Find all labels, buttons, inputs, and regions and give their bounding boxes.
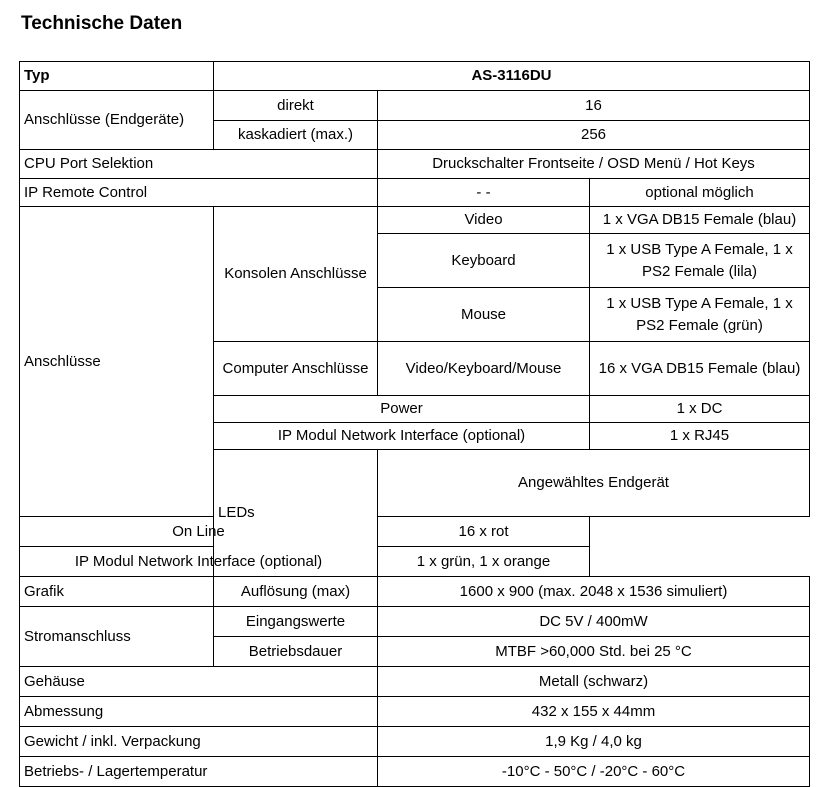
anschluesse-endgeraete-label: Anschlüsse (Endgeräte) <box>20 91 214 150</box>
betrieb-value: MTBF >60,000 Std. bei 25 °C <box>378 637 810 667</box>
vkm-label: Video/Keyboard/Mouse <box>378 342 590 396</box>
page-title: Technische Daten <box>21 13 183 34</box>
table-row <box>20 697 810 727</box>
typ-value: AS-3116DU <box>214 62 810 91</box>
table-row <box>20 577 810 607</box>
computer-label: Computer Anschlüsse <box>214 342 378 396</box>
eingang-label: Eingangswerte <box>214 607 378 637</box>
direkt-value: 16 <box>378 91 810 121</box>
temperatur-value: -10°C - 50°C / -20°C - 60°C <box>378 757 810 787</box>
table-row <box>20 179 810 207</box>
power-value: 1 x DC <box>590 396 810 423</box>
table-row <box>20 667 810 697</box>
table-row <box>20 727 810 757</box>
online-label: On Line <box>20 517 378 547</box>
anschluesse-label: Anschlüsse <box>20 207 214 517</box>
gehaeuse-label: Gehäuse <box>20 667 378 697</box>
grafik-label: Grafik <box>20 577 214 607</box>
abmessung-value: 432 x 155 x 44mm <box>378 697 810 727</box>
mouse-label: Mouse <box>378 288 590 342</box>
table-row <box>20 62 810 91</box>
kaskadiert-label: kaskadiert (max.) <box>214 121 378 150</box>
eingang-value: DC 5V / 400mW <box>378 607 810 637</box>
vkm-value: 16 x VGA DB15 Female (blau) <box>590 342 810 396</box>
table-row <box>20 150 810 179</box>
direkt-label: direkt <box>214 91 378 121</box>
kaskadiert-value: 256 <box>378 121 810 150</box>
keyboard-value: 1 x USB Type A Female, 1 x PS2 Female (lila) <box>590 234 810 288</box>
betrieb-label: Betriebsdauer <box>214 637 378 667</box>
table-row <box>20 207 810 234</box>
gewicht-label: Gewicht / inkl. Verpackung <box>20 727 378 757</box>
cpu-port-value: Druckschalter Frontseite / OSD Menü / Hot Keys <box>378 150 810 179</box>
grafik-sub-label: Auflösung (max) <box>214 577 378 607</box>
typ-label: Typ <box>20 62 214 91</box>
angewaehlt-label: Angewähltes Endgerät <box>378 450 810 517</box>
ip-remote-value-b: optional möglich <box>590 179 810 207</box>
gehaeuse-value: Metall (schwarz) <box>378 667 810 697</box>
table-row <box>20 607 810 637</box>
ipmodul-label: IP Modul Network Interface (optional) <box>214 423 590 450</box>
leds-ipmodul-value: 1 x grün, 1 x orange <box>378 547 590 577</box>
video-value: 1 x VGA DB15 Female (blau) <box>590 207 810 234</box>
cpu-port-label: CPU Port Selektion <box>20 150 378 179</box>
power-label: Power <box>214 396 590 423</box>
keyboard-label: Keyboard <box>378 234 590 288</box>
leds-ipmodul-label: IP Modul Network Interface (optional) <box>20 547 378 577</box>
online-value: 16 x rot <box>378 517 590 547</box>
leds-label: LEDs <box>214 450 378 577</box>
table-row <box>20 517 810 547</box>
table-row <box>20 547 810 577</box>
temperatur-label: Betriebs- / Lagertemperatur <box>20 757 378 787</box>
grafik-value: 1600 x 900 (max. 2048 x 1536 simuliert) <box>378 577 810 607</box>
table-row <box>20 91 810 121</box>
video-label: Video <box>378 207 590 234</box>
konsolen-label: Konsolen Anschlüsse <box>214 207 378 342</box>
strom-label: Stromanschluss <box>20 607 214 667</box>
table-row <box>20 757 810 787</box>
abmessung-label: Abmessung <box>20 697 378 727</box>
ip-remote-label: IP Remote Control <box>20 179 378 207</box>
spec-table <box>19 61 810 787</box>
ip-remote-value-a: - - <box>378 179 590 207</box>
mouse-value: 1 x USB Type A Female, 1 x PS2 Female (grün) <box>590 288 810 342</box>
ipmodul-value: 1 x RJ45 <box>590 423 810 450</box>
gewicht-value: 1,9 Kg / 4,0 kg <box>378 727 810 757</box>
